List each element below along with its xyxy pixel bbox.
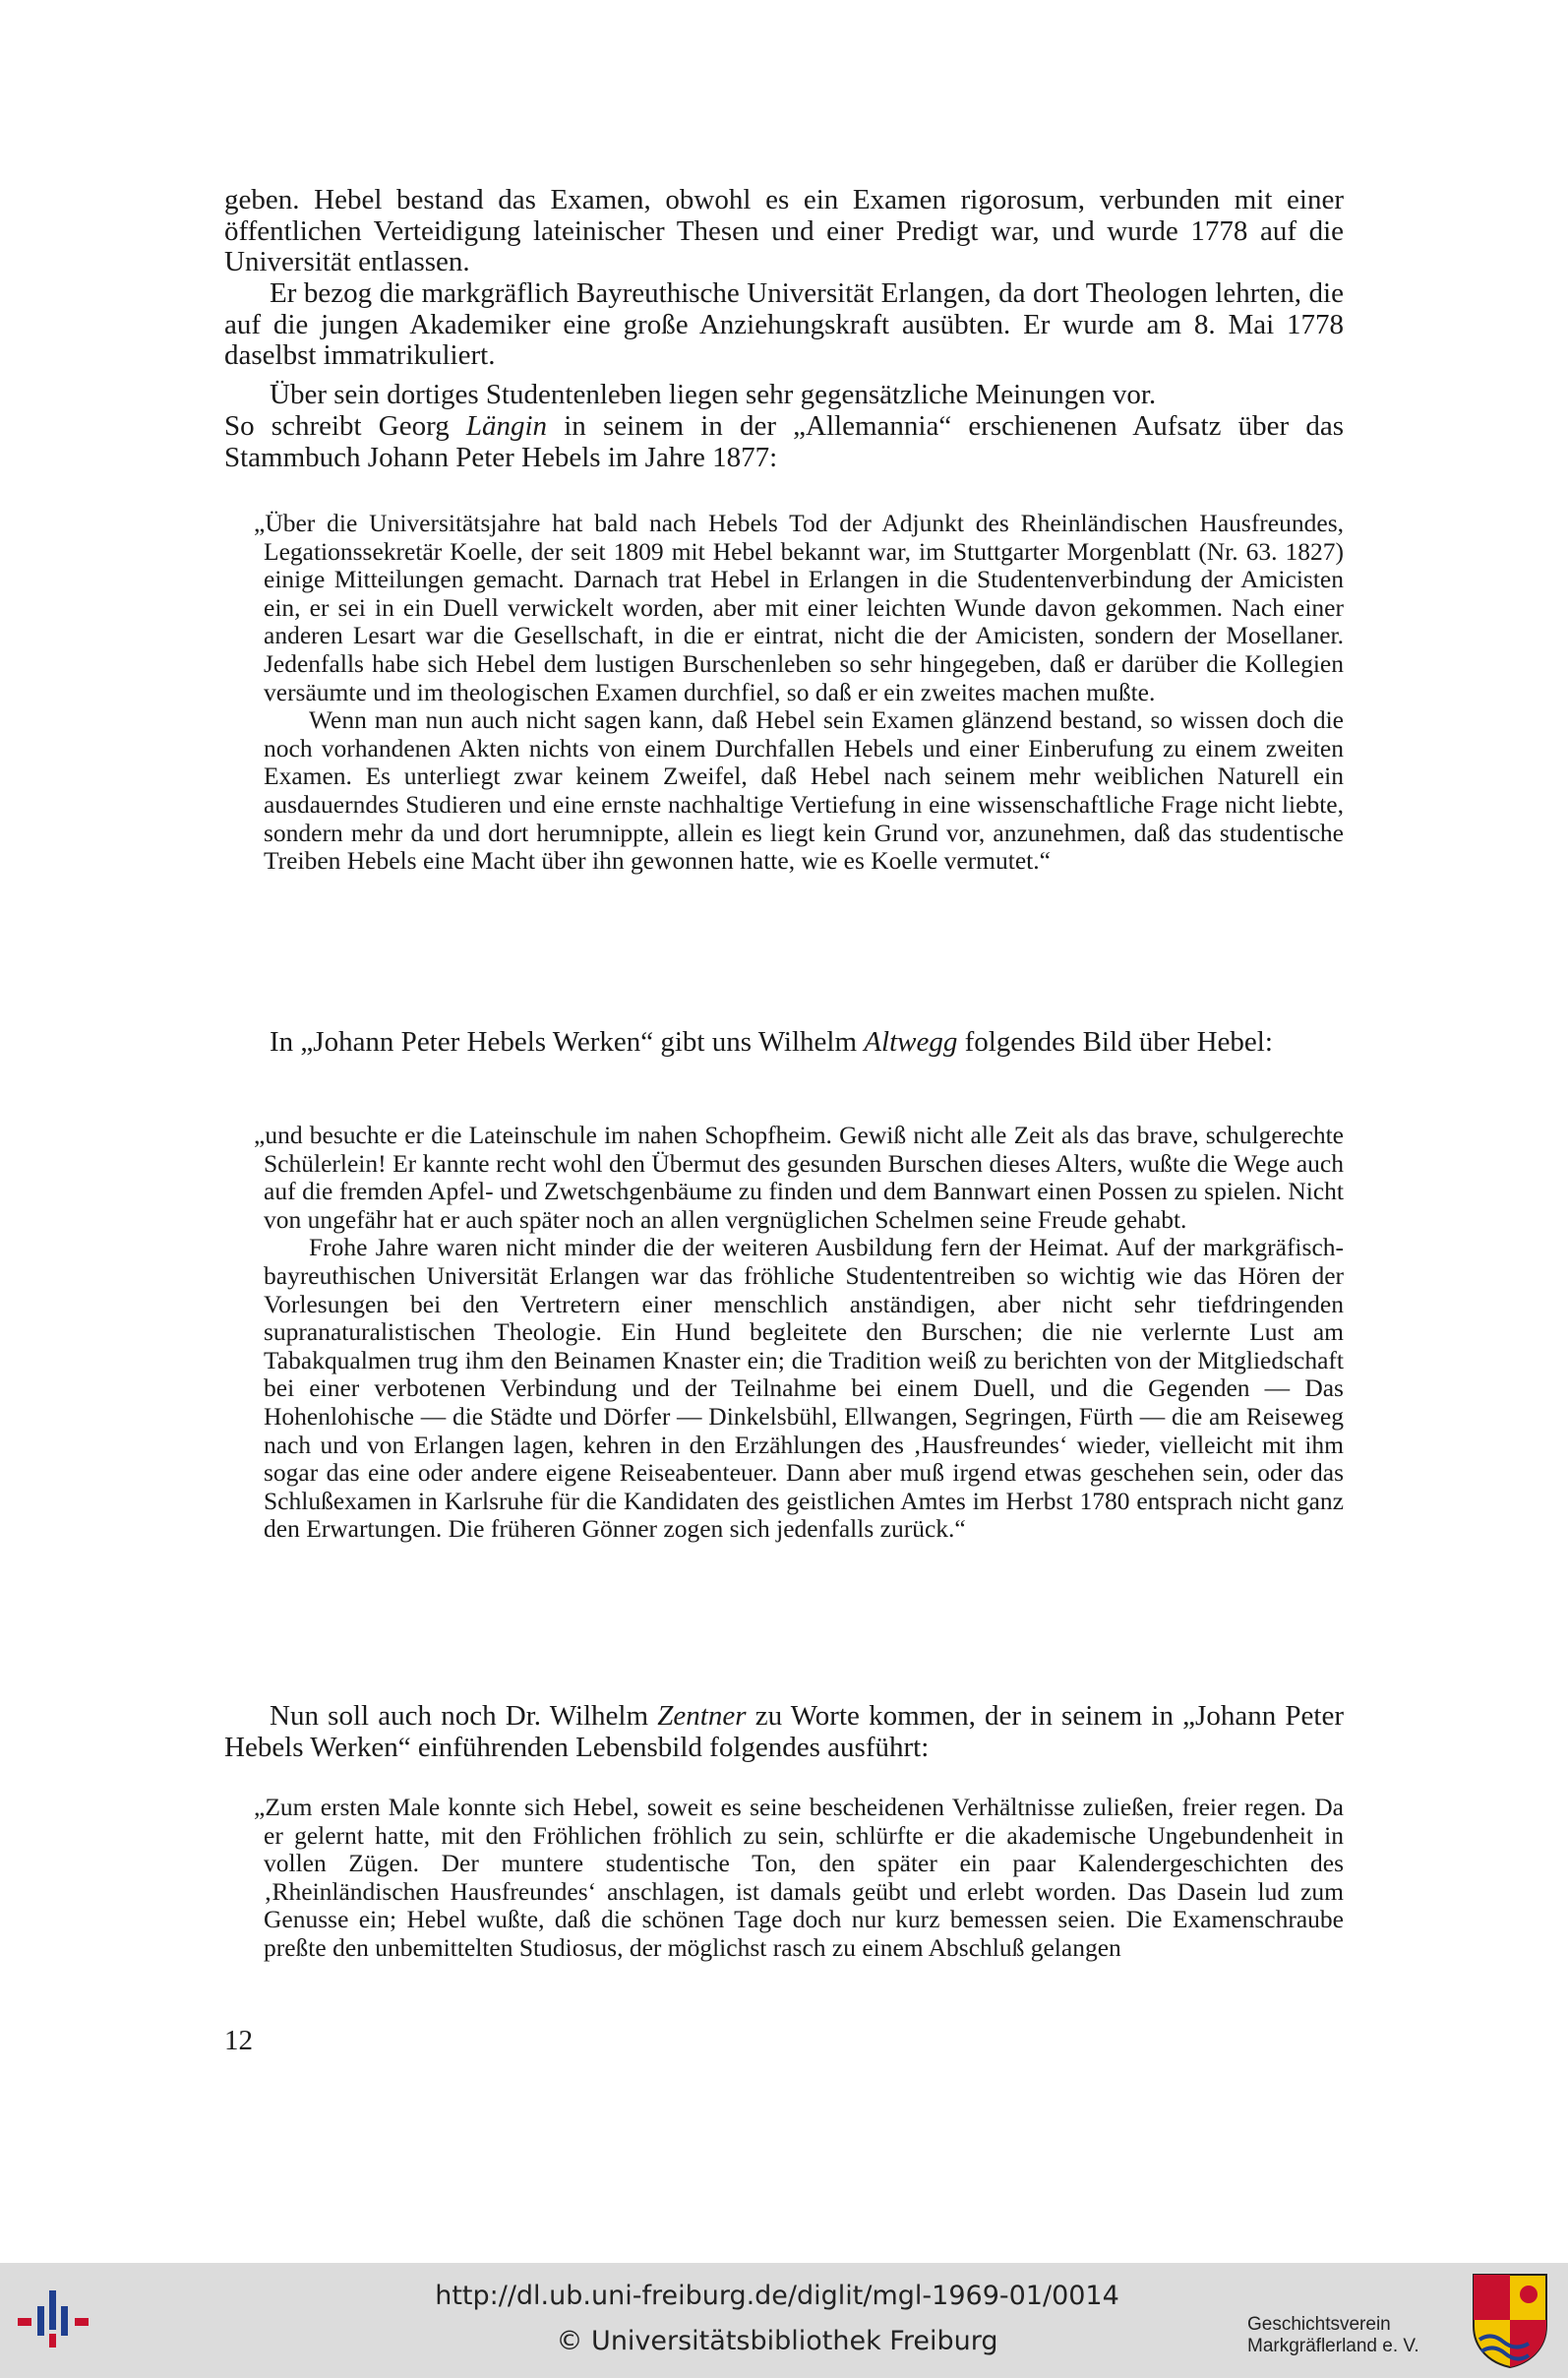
organization-line-2: Markgräflerland e. V.: [1247, 2336, 1419, 2356]
quote-3-paragraph-a: „Zum ersten Male konnte sich Hebel, soweit es seine bescheidenen Verhältnisse zuließen, freier regen. Da er gelernt hatte, mit den Fröhlichen fröhlich zu sein, schlürfte er die akademische Ungebundenheit in vollen Zügen. Der muntere studentische Ton, den später ein paar Kalendergeschichten des ‚Rheinländischen Hausfreundes‘ anschlagen, ist damals geübt und erlebt worden. Das Dasein lud zum Genusse ein; Hebel wußte, daß die schönen Tage doch nur kurz bemessen seien. Die Examenschraube preßte den unbemittelten Studiosus, der möglichst rasch zu einem Abschluß gelangen: [254, 1793, 1344, 1962]
author-name-zentner: Zentner: [657, 1700, 747, 1732]
paragraph-2: Er bezog die markgräflich Bayreuthische Universität Erlangen, da dort Theologen lehrten, die auf die jungen Akademiker eine große Anziehungskraft ausübten. Er wurde am 8. Mai 1778 daselbst immatrikuliert.: [224, 277, 1344, 371]
coat-of-arms-icon: [1470, 2271, 1550, 2369]
block-quote-1: [254, 509, 1344, 876]
quote-2-paragraph-b: Frohe Jahre waren nicht minder die der weiteren Ausbildung fern der Heimat. Auf der markgräfisch-bayreuthischen Universität Erlangen war das fröhliche Studententreiben so wichtig wie das Hören der Vorlesungen bei den Vertretern einer menschlich anständigen, aber nicht sehr tiefdringenden supranaturalistischen Theologie. Ein Hund begleitete den Burschen; die nie verlernte Lust am Tabakqualmen trug ihm den Beinamen Knaster ein; die Tradition weiß zu berichten von der Mitgliedschaft bei einer verbotenen Verbindung und der Teilnahme bei einem Duell, und die Gegenden — Das Hohenlohische — die Städte und Dörfer — Dinkelsbühl, Ellwangen, Segringen, Fürth — die am Reiseweg nach und von Erlangen lagen, kehren in den Erzählungen des ‚Hausfreundes‘ wieder, vielleicht mit ihm sogar das eine oder andere eigene Reiseabenteuer. Dann aber muß irgend etwas geschehen sein, oder das Schlußexamen in Karlsruhe für die Kandidaten des geistlichen Amtes im Herbst 1780 entsprach nicht ganz den Erwartungen. Die früheren Gönner zogen sich jedenfalls zurück.“: [264, 1233, 1344, 1544]
author-name-altwegg: Altwegg: [864, 1026, 958, 1058]
author-name-laengin: Längin: [465, 410, 548, 442]
paragraph-4-text-a: So schreibt Georg: [224, 410, 466, 442]
footer-bar: [0, 2263, 1568, 2378]
paragraph-6: [224, 1701, 1344, 1763]
organization-name: [1247, 2314, 1464, 2357]
page-number: 12: [224, 2025, 253, 2056]
paragraph-6-text-a: Nun soll auch noch Dr. Wilhelm: [270, 1700, 658, 1732]
paragraph-4: [224, 411, 1344, 473]
source-url-link[interactable]: http://dl.ub.uni-freiburg.de/diglit/mgl-1969-01/0014: [435, 2281, 1119, 2311]
organization-line-1: Geschichtsverein: [1247, 2314, 1391, 2335]
block-quote-2: [254, 1121, 1344, 1544]
paragraph-1: geben. Hebel bestand das Examen, obwohl es ein Examen rigorosum, verbunden mit einer öffentlichen Verteidigung lateinischer Thesen und einer Predigt war, und wurde 1778 auf die Universität entlassen.: [224, 184, 1344, 277]
copyright-text: © Universitätsbibliothek Freiburg: [556, 2326, 998, 2356]
quote-2-paragraph-a: „und besuchte er die Lateinschule im nahen Schopfheim. Gewiß nicht alle Zeit als das brave, schulgerechte Schülerlein! Er kannte recht wohl den Übermut des gesunden Burschen dieses Alters, wußte die Wege auch auf die fremden Apfel- und Zwetschgenbäume zu finden und dem Bannwart einen Possen zu spielen. Nicht von ungefähr hat er auch später noch an allen vergnüglichen Schelmen seine Freude gehabt.: [254, 1121, 1344, 1234]
paragraph-6-text-b: zu Worte kommen, der in seinem in „Johann Peter Hebels Werken“ einführenden Lebensbild folgendes ausführt:: [224, 1700, 1344, 1763]
paragraph-4-text-b: in seinem in der „Allemannia“ erschienenen Aufsatz über das Stammbuch Johann Peter Hebels im Jahre 1877:: [224, 410, 1344, 473]
paragraph-5-text-a: In „Johann Peter Hebels Werken“ gibt uns Wilhelm: [270, 1026, 865, 1058]
paragraph-3: Über sein dortiges Studentenleben liegen sehr gegensätzliche Meinungen vor.: [270, 379, 1157, 410]
block-quote-3: [254, 1793, 1344, 1963]
quote-1-paragraph-b: Wenn man nun auch nicht sagen kann, daß Hebel sein Examen glänzend bestand, so wissen doch die noch vorhandenen Akten nichts von einem Durchfallen Hebels und einer Einberufung zu einem zweiten Examen. Es unterliegt zwar keinem Zweifel, daß Hebel nach seinem mehr weiblichen Naturell ein ausdauerndes Studieren und eine ernste nachhaltige Vertiefung in eine wissenschaftliche Frage nicht liebte, sondern mehr da und dort herumnippte, allein es liegt kein Grund vor, anzunehmen, daß das studentische Treiben Hebels eine Macht über ihn gewonnen hatte, wie es Koelle vermutet.“: [264, 705, 1344, 876]
ub-freiburg-logo-icon[interactable]: [14, 2285, 102, 2353]
paragraph-5: [224, 1027, 1344, 1059]
quote-1-paragraph-a: „Über die Universitätsjahre hat bald nach Hebels Tod der Adjunkt des Rheinländischen Hausfreundes, Legationssekretär Koelle, der seit 1809 mit Hebel bekannt war, im Stuttgarter Morgenblatt (Nr. 63. 1827) einige Mitteilungen gemacht. Darnach trat Hebel in Erlangen in die Studentenverbindung der Amicisten ein, er sei in ein Duell verwickelt worden, aber mit einer leichten Wunde davon gekommen. Nach einer anderen Lesart war die Gesellschaft, in die er eintrat, nicht die der Amicisten, sondern der Mosellaner. Jedenfalls habe sich Hebel dem lustigen Burschenleben so sehr hingegeben, daß er darüber die Kollegien versäumte und im theologischen Examen durchfiel, so daß er ein zweites machen mußte.: [254, 509, 1344, 706]
paragraph-5-text-b: folgendes Bild über Hebel:: [957, 1026, 1273, 1058]
